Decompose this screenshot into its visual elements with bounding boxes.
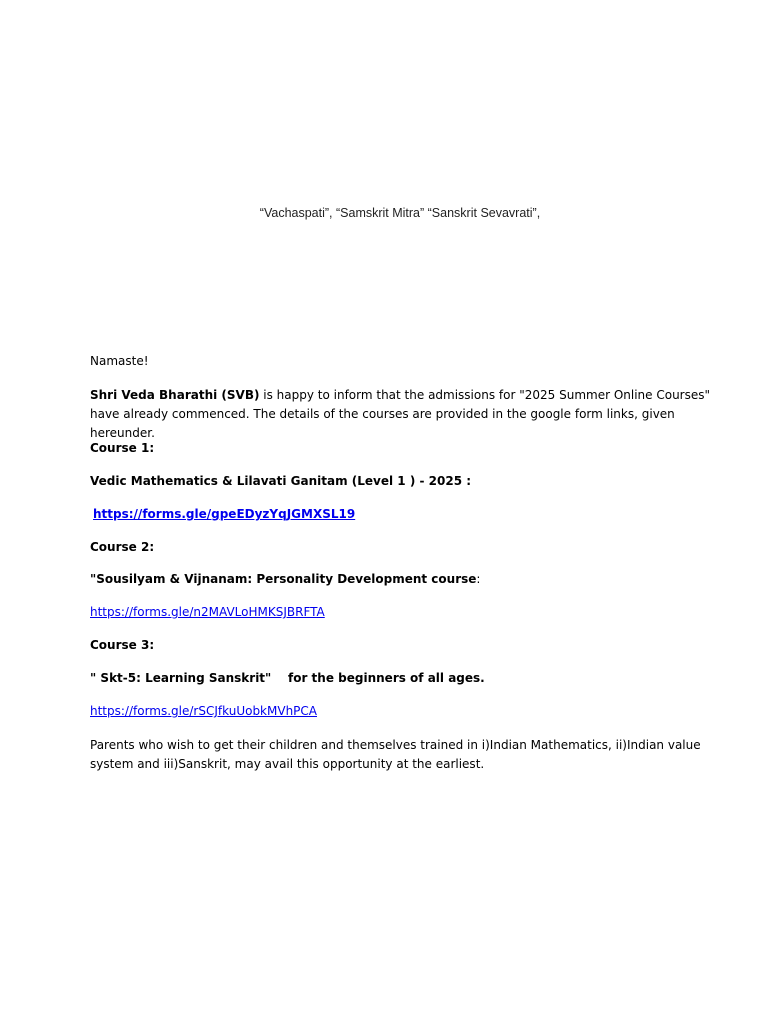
- course-1-link[interactable]: https://forms.gle/gpeEDyzYqJGMXSL19: [93, 507, 356, 521]
- intro-paragraph: [90, 386, 720, 443]
- greeting: Namaste!: [90, 354, 149, 368]
- course-3-title: " Skt-5: Learning Sanskrit" for the beginners of all ages.: [90, 671, 485, 685]
- course-1-heading: Course 1:: [90, 441, 155, 455]
- course-2-link[interactable]: https://forms.gle/n2MAVLoHMKSJBRFTA: [90, 605, 325, 619]
- closing-paragraph: Parents who wish to get their children and themselves trained in i)Indian Mathematics, ii)Indian value system and iii)Sanskrit, may avail this opportunity at the earliest.: [90, 738, 701, 771]
- course-2-title-line: [90, 570, 720, 589]
- course-1-title: Vedic Mathematics & Lilavati Ganitam (Level 1 ) - 2025 :: [90, 474, 472, 488]
- course-3-heading: Course 3:: [90, 638, 155, 652]
- course-3-link[interactable]: https://forms.gle/rSCJfkuUobkMVhPCA: [90, 704, 317, 718]
- course-1-link-line: [93, 505, 723, 524]
- org-name: Shri Veda Bharathi (SVB): [90, 388, 260, 402]
- intro-text: is happy to inform that the admissions for "2025 Summer Online Courses" have already commenced. The details of the courses are provided in the google form links, given hereunder.: [90, 388, 711, 440]
- course-2-heading: Course 2:: [90, 540, 155, 554]
- course-3-link-line: [90, 702, 720, 721]
- titles-line: “Vachaspati”, “Samskrit Mitra” “Sanskrit Sevavrati”,: [259, 206, 541, 220]
- course-2-title-suffix: :: [476, 572, 481, 586]
- course-2-title: "Sousilyam & Vijnanam: Personality Development course: [90, 572, 477, 586]
- course-2-link-line: [90, 603, 720, 622]
